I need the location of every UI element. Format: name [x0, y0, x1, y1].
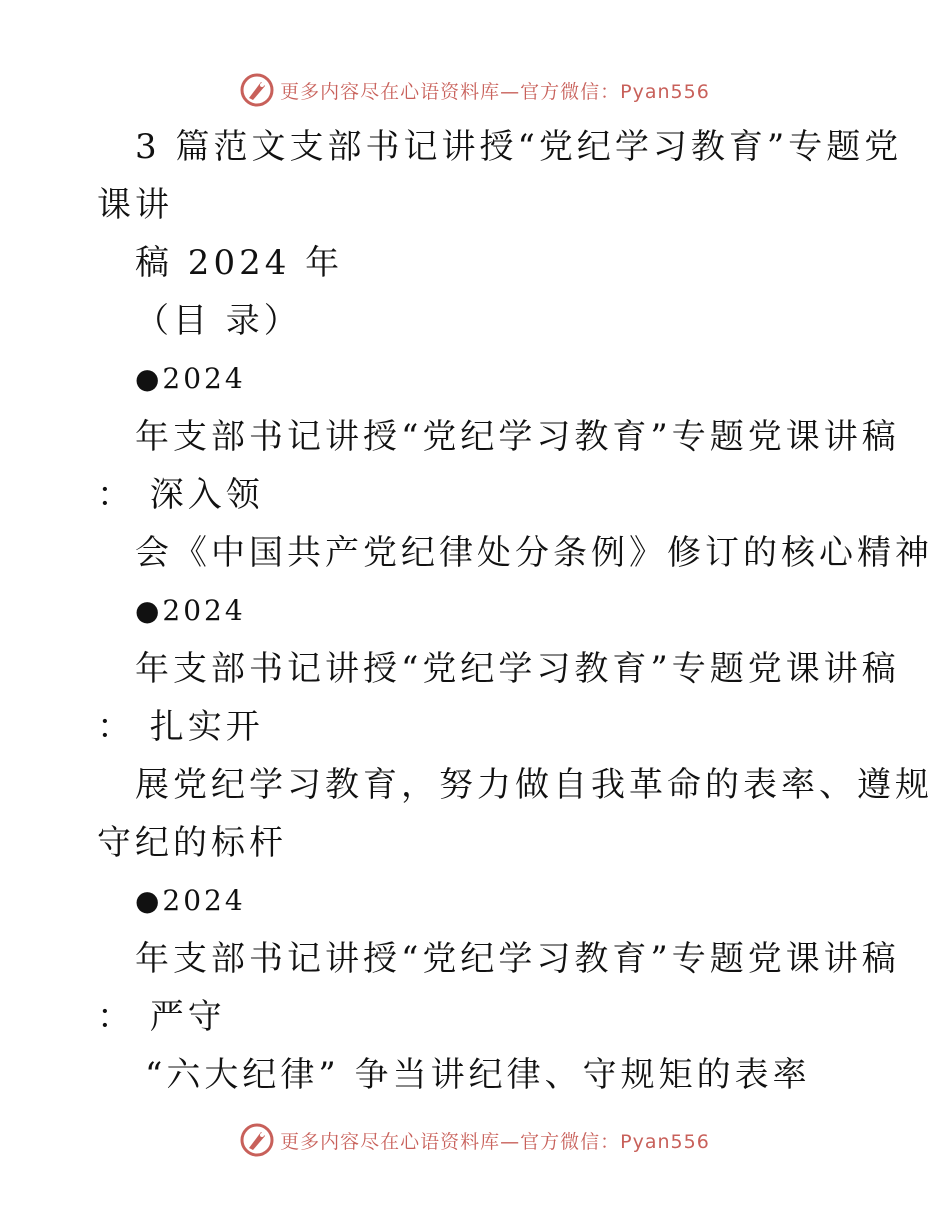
toc-item-2-line-1: 年支部书记讲授“党纪学习教育”专题党课讲稿 [135, 649, 900, 689]
toc-item-1-line-1: 年支部书记讲授“党纪学习教育”专题党课讲稿 [135, 417, 900, 457]
title-line-1: 3 篇范文支部书记讲授“党纪学习教育”专题党 [135, 127, 903, 167]
toc-item-3-line-3: “六大纪律” 争当讲纪律、守规矩的表率 [145, 1055, 811, 1095]
pen-nib-circle-icon [240, 73, 274, 107]
toc-item-1-line-2: ： 深入领 [97, 475, 264, 515]
toc-item-3-line-2: ： 严守 [97, 997, 226, 1037]
toc-item-3-bullet: ●2024 [135, 884, 246, 917]
watermark-text-footer: 更多内容尽在心语资料库—官方微信：Pyan556 [280, 1130, 710, 1153]
toc-item-2-line-4: 守纪的标杆 [97, 823, 287, 863]
toc-item-1-bullet: ●2024 [135, 362, 246, 395]
toc-item-2-line-3: 展党纪学习教育，努力做自我革命的表率、遵规 [135, 765, 933, 805]
title-line-2: 课讲 [97, 185, 173, 225]
footer-watermark [0, 1120, 950, 1160]
title-line-3: 稿 2024 年 [135, 243, 344, 283]
watermark-text: 更多内容尽在心语资料库—官方微信：Pyan556 [280, 80, 710, 103]
pen-nib-circle-icon [240, 1123, 274, 1157]
toc-item-2-bullet: ●2024 [135, 594, 246, 627]
toc-item-2-line-2: ： 扎实开 [97, 707, 264, 747]
toc-item-3-line-1: 年支部书记讲授“党纪学习教育”专题党课讲稿 [135, 939, 900, 979]
toc-heading: （目 录） [135, 301, 302, 341]
toc-item-1-line-3: 会《中国共产党纪律处分条例》修订的核心精神 [135, 533, 933, 573]
header-watermark [0, 70, 950, 110]
